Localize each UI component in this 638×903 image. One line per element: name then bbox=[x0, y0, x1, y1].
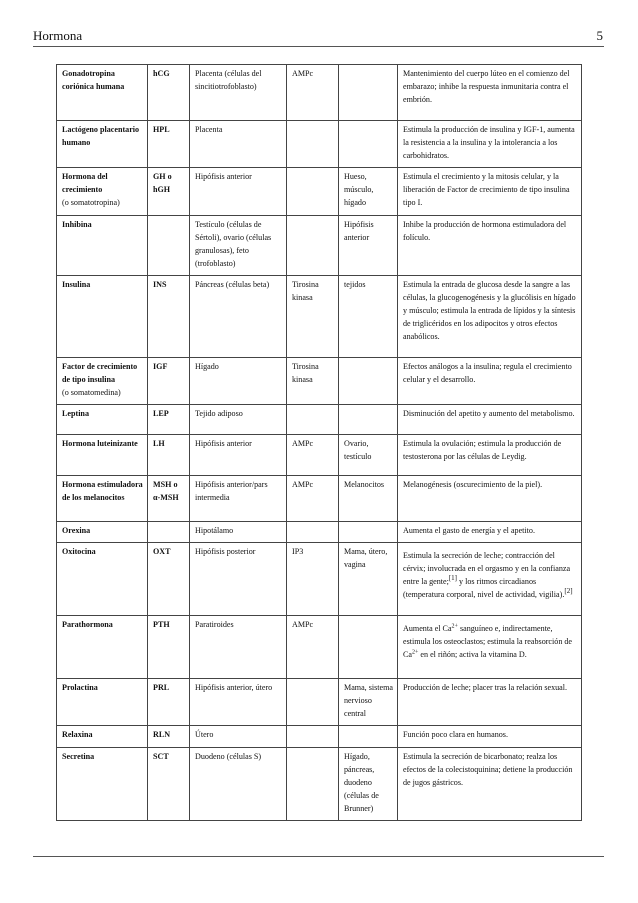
running-title: Hormona bbox=[33, 28, 83, 43]
hormone-effect: Mantenimiento del cuerpo lúteo en el comienzo del embarazo; inhibe la respuesta inmunitaria contra el embrión. bbox=[398, 65, 582, 121]
hormone-abbr: SCT bbox=[148, 748, 190, 821]
hormone-effect: Inhibe la producción de hormona estimuladora del folículo. bbox=[398, 216, 582, 276]
hormone-name: Hormona del crecimiento bbox=[62, 172, 108, 194]
hormone-target bbox=[339, 65, 398, 121]
hormone-source: Hipófisis posterior bbox=[190, 543, 287, 616]
hormone-effect: Aumenta el gasto de energía y el apetito. bbox=[398, 522, 582, 543]
table-row bbox=[57, 216, 582, 276]
header-rule bbox=[33, 46, 604, 47]
hormone-target bbox=[339, 522, 398, 543]
hormone-target bbox=[339, 405, 398, 435]
hormone-name: Oxitocina bbox=[57, 543, 148, 616]
hormone-target bbox=[339, 121, 398, 168]
hormone-effect: Disminución del apetito y aumento del metabolismo. bbox=[398, 405, 582, 435]
hormone-target bbox=[339, 616, 398, 679]
hormone-mechanism bbox=[287, 168, 339, 216]
effect-text: Estimula la secreción de leche; contracción del cérvix; involucrada en el orgasmo y en la confianza entre la gente; bbox=[403, 551, 571, 586]
hormone-source: Testículo (células de Sértoli), ovario (células granulosas), feto (trofoblasto) bbox=[190, 216, 287, 276]
hormone-effect: Producción de leche; placer tras la relación sexual. bbox=[398, 679, 582, 726]
hormone-abbr: INS bbox=[148, 276, 190, 358]
hormone-effect: Estimula la entrada de glucosa desde la sangre a las células, la glucogenogénesis y la glucólisis en hígado y músculo; estimula la entrada de lípidos y la síntesis de triglicéridos en los adipocitos y otros efectos anabólicos. bbox=[398, 276, 582, 358]
hormone-name-note: (o somatomedina) bbox=[62, 388, 121, 397]
table-row bbox=[57, 679, 582, 726]
hormone-source: Hipotálamo bbox=[190, 522, 287, 543]
effect-text: y los ritmos circadianos (temperatura corporal, nivel de actividad, vigilia). bbox=[403, 577, 565, 599]
hormone-source: Placenta (células del sincitiotrofoblasto) bbox=[190, 65, 287, 121]
hormone-target bbox=[339, 726, 398, 748]
hormone-source: Útero bbox=[190, 726, 287, 748]
hormone-effect: Melanogénesis (oscurecimiento de la piel). bbox=[398, 476, 582, 522]
page-header bbox=[33, 28, 603, 48]
hormone-mechanism: Tirosina kinasa bbox=[287, 276, 339, 358]
hormone-source: Duodeno (células S) bbox=[190, 748, 287, 821]
hormone-name: Parathormona bbox=[57, 616, 148, 679]
hormone-effect: Efectos análogos a la insulina; regula el crecimiento celular y el desarrollo. bbox=[398, 358, 582, 405]
hormone-name: Leptina bbox=[57, 405, 148, 435]
hormone-target: Hígado, páncreas, duodeno (células de Brunner) bbox=[339, 748, 398, 821]
hormone-source: Hipófisis anterior, útero bbox=[190, 679, 287, 726]
hormone-target: tejidos bbox=[339, 276, 398, 358]
hormone-abbr bbox=[148, 522, 190, 543]
hormone-name: Factor de crecimiento de tipo insulina bbox=[62, 362, 138, 384]
hormone-abbr: PTH bbox=[148, 616, 190, 679]
hormone-target: Mama, sistema nervioso central bbox=[339, 679, 398, 726]
hormone-target: Hueso, músculo, hígado bbox=[339, 168, 398, 216]
hormone-source: Hipófisis anterior bbox=[190, 435, 287, 476]
hormone-effect-cell bbox=[398, 543, 582, 616]
hormone-mechanism: AMPc bbox=[287, 616, 339, 679]
hormone-abbr: IGF bbox=[148, 358, 190, 405]
effect-text: sanguíneo e, indirectamente, estimula los osteoclastos; estimula la reabsorción de Ca bbox=[403, 624, 573, 659]
reference-link[interactable]: [1] bbox=[448, 574, 458, 582]
hormone-table bbox=[56, 64, 582, 821]
hormone-mechanism bbox=[287, 679, 339, 726]
hormone-abbr: MSH o α-MSH bbox=[148, 476, 190, 522]
hormone-target: Melanocitos bbox=[339, 476, 398, 522]
hormone-mechanism bbox=[287, 121, 339, 168]
hormone-name: Gonadotropina coriónica humana bbox=[57, 65, 148, 121]
table-row bbox=[57, 748, 582, 821]
hormone-abbr: hCG bbox=[148, 65, 190, 121]
table-row bbox=[57, 65, 582, 121]
hormone-abbr: LH bbox=[148, 435, 190, 476]
hormone-abbr: OXT bbox=[148, 543, 190, 616]
table-row bbox=[57, 168, 582, 216]
hormone-target: Mama, útero, vagina bbox=[339, 543, 398, 616]
hormone-effect-cell bbox=[398, 616, 582, 679]
hormone-target bbox=[339, 358, 398, 405]
superscript: 2+ bbox=[451, 623, 458, 630]
hormone-mechanism bbox=[287, 748, 339, 821]
hormone-mechanism bbox=[287, 522, 339, 543]
hormone-abbr bbox=[148, 216, 190, 276]
hormone-effect: Estimula la secreción de bicarbonato; realza los efectos de la colecistoquinina; detiene la producción de jugos gástricos. bbox=[398, 748, 582, 821]
hormone-name: Prolactina bbox=[57, 679, 148, 726]
table-row bbox=[57, 405, 582, 435]
hormone-source: Páncreas (células beta) bbox=[190, 276, 287, 358]
hormone-mechanism: AMPc bbox=[287, 476, 339, 522]
hormone-effect: Estimula la ovulación; estimula la producción de testosterona por las células de Leydig. bbox=[398, 435, 582, 476]
hormone-name: Relaxina bbox=[57, 726, 148, 748]
hormone-mechanism bbox=[287, 216, 339, 276]
hormone-mechanism: AMPc bbox=[287, 435, 339, 476]
table-row bbox=[57, 616, 582, 679]
hormone-mechanism: IP3 bbox=[287, 543, 339, 616]
hormone-name: Secretina bbox=[57, 748, 148, 821]
hormone-abbr: RLN bbox=[148, 726, 190, 748]
hormone-mechanism: Tirosina kinasa bbox=[287, 358, 339, 405]
hormone-name: Hormona estimuladora de los melanocitos bbox=[57, 476, 148, 522]
hormone-abbr: PRL bbox=[148, 679, 190, 726]
hormone-mechanism: AMPc bbox=[287, 65, 339, 121]
hormone-name-cell bbox=[57, 168, 148, 216]
hormone-name: Hormona luteinizante bbox=[57, 435, 148, 476]
table-row bbox=[57, 543, 582, 616]
table-row bbox=[57, 522, 582, 543]
hormone-name: Insulina bbox=[57, 276, 148, 358]
hormone-effect: Estimula la producción de insulina y IGF-1, aumenta la resistencia a la insulina y la intolerancia a los carbohidratos. bbox=[398, 121, 582, 168]
hormone-source: Placenta bbox=[190, 121, 287, 168]
table-row bbox=[57, 276, 582, 358]
hormone-name: Lactógeno placentario humano bbox=[57, 121, 148, 168]
hormone-source: Hipófisis anterior/pars intermedia bbox=[190, 476, 287, 522]
reference-link[interactable]: [2] bbox=[564, 587, 573, 595]
hormone-name: Orexina bbox=[57, 522, 148, 543]
table-row bbox=[57, 358, 582, 405]
footer-rule bbox=[33, 856, 604, 857]
table-row bbox=[57, 121, 582, 168]
hormone-target: Ovario, testículo bbox=[339, 435, 398, 476]
effect-text: Aumenta el Ca bbox=[403, 624, 452, 633]
hormone-source: Hipófisis anterior bbox=[190, 168, 287, 216]
hormone-mechanism bbox=[287, 405, 339, 435]
hormone-abbr: GH o hGH bbox=[148, 168, 190, 216]
table-row bbox=[57, 435, 582, 476]
hormone-source: Hígado bbox=[190, 358, 287, 405]
hormone-abbr: LEP bbox=[148, 405, 190, 435]
hormone-name-cell bbox=[57, 358, 148, 405]
hormone-target: Hipófisis anterior bbox=[339, 216, 398, 276]
table-row bbox=[57, 726, 582, 748]
hormone-abbr: HPL bbox=[148, 121, 190, 168]
hormone-name: Inhibina bbox=[57, 216, 148, 276]
hormone-effect: Estimula el crecimiento y la mitosis celular, y la liberación de Factor de crecimiento de tipo insulina tipo I. bbox=[398, 168, 582, 216]
hormone-name-note: (o somatotropina) bbox=[62, 198, 120, 207]
hormone-source: Paratiroides bbox=[190, 616, 287, 679]
hormone-mechanism bbox=[287, 726, 339, 748]
hormone-effect: Función poco clara en humanos. bbox=[398, 726, 582, 748]
superscript: 2+ bbox=[412, 649, 419, 656]
table-row bbox=[57, 476, 582, 522]
page-number: 5 bbox=[596, 28, 603, 43]
hormone-source: Tejido adiposo bbox=[190, 405, 287, 435]
effect-text: en el riñón; activa la vitamina D. bbox=[418, 650, 527, 659]
